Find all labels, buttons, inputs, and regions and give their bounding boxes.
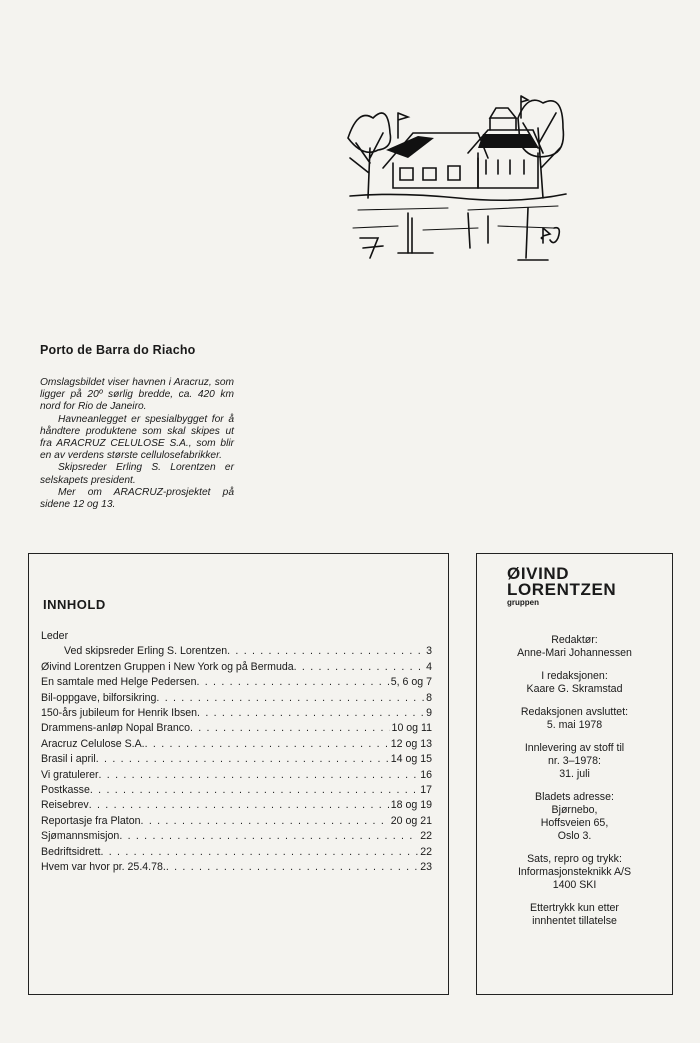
logo-line-3: gruppen (507, 598, 539, 607)
reprint-notice-block (477, 902, 672, 928)
toc-leader-dots (119, 829, 418, 844)
toc-entry-page: 8 (426, 691, 432, 704)
toc-entry (41, 768, 432, 783)
info-line: Bladets adresse: (535, 791, 614, 803)
toc-entry-page: 18 og 19 (390, 799, 432, 812)
info-line: Redaktør: (551, 634, 598, 646)
toc-entry-page: 16 (420, 768, 432, 781)
masthead-box (476, 553, 673, 995)
toc-entry-label: Leder (41, 630, 69, 642)
toc-entry (41, 860, 432, 875)
toc-leader-dots (141, 814, 389, 829)
toc-entry-label: Brasil i april (41, 753, 96, 766)
toc-entry-page: 17 (420, 784, 432, 797)
caption-body (40, 377, 234, 511)
toc-entry-label: Reisebrev (41, 799, 89, 812)
toc-entry-label: Postkasse (41, 784, 90, 797)
info-line: Anne-Mari Johannessen (517, 647, 632, 659)
toc-entry-page: 9 (426, 707, 432, 720)
logo-line-1: ØIVIND (507, 564, 570, 583)
toc-leader-dots (156, 691, 424, 706)
toc-leader-dots (196, 675, 388, 690)
toc-leader-dots (100, 845, 418, 860)
toc-entry-label: Reportasje fra Platon (41, 814, 141, 827)
info-line: Kaare G. Skramstad (526, 683, 623, 695)
port-sketch-illustration (338, 88, 573, 273)
info-line: 31. juli (559, 768, 590, 780)
logo-line-2: LORENTZEN (507, 580, 617, 599)
toc-heading: INNHOLD (43, 597, 106, 612)
toc-entry-page: 3 (426, 645, 432, 658)
info-line: I redaksjonen: (541, 670, 608, 682)
toc-entry-label: Ved skipsreder Erling S. Lorentzen (64, 645, 228, 658)
toc-entry (41, 660, 432, 675)
toc-entry-page: 14 og 15 (390, 753, 432, 766)
toc-entry (41, 752, 432, 767)
toc-leader-dots (89, 798, 389, 813)
toc-leader-dots (294, 660, 424, 675)
toc-entry (41, 737, 432, 752)
toc-entry-label: Hvem var hvor pr. 25.4.78. (41, 861, 166, 874)
caption-paragraph: Skipsreder Erling S. Lorentzen er selskapets president. (40, 462, 234, 486)
toc-entry-page: 5, 6 og 7 (390, 676, 432, 689)
toc-entry (41, 814, 432, 829)
submission-block (477, 742, 672, 781)
toc-leader-dots (190, 721, 390, 736)
toc-entry-label: Drammens-anløp Nopal Branco (41, 722, 190, 735)
editor-block (477, 634, 672, 660)
toc-entry-page: 23 (420, 861, 432, 874)
toc-entry (41, 798, 432, 813)
info-line: 5. mai 1978 (546, 719, 603, 731)
toc-entry (41, 845, 432, 860)
toc-entry-label: Bedriftsidrett (41, 845, 101, 858)
info-line: Redaksjonen avsluttet: (520, 706, 629, 718)
toc-entry-label: 150-års jubileum for Henrik Ibsen (41, 707, 198, 720)
toc-entry-page: 22 (420, 845, 432, 858)
info-line: Oslo 3. (557, 830, 592, 842)
toc-leader-dots (90, 783, 418, 798)
editorial-staff-block (477, 670, 672, 696)
toc-entry (41, 629, 432, 644)
info-line: Ettertrykk kun etter (530, 902, 619, 914)
toc-leader-dots (166, 860, 418, 875)
info-line: Hoffsveien 65, (540, 817, 609, 829)
caption-title: Porto de Barra do Riacho (40, 343, 196, 357)
info-line: Bjørnebo, (551, 804, 598, 816)
toc-entry-label: Bil-oppgave, bilforsikring (41, 691, 157, 704)
toc-leader-dots (197, 706, 424, 721)
info-line: Informasjonsteknikk A/S (517, 866, 632, 878)
toc-entry-page: 20 og 21 (390, 814, 432, 827)
masthead-info (477, 634, 672, 938)
toc-entry (41, 706, 432, 721)
toc-entry (41, 644, 432, 659)
toc-entry (41, 675, 432, 690)
toc-entry-page: 10 og 11 (391, 722, 432, 735)
toc-entry (41, 783, 432, 798)
toc-entry-page: 22 (420, 830, 432, 843)
toc-entry (41, 829, 432, 844)
toc-leader-dots (99, 768, 419, 783)
toc-entry-label: Sjømannsmisjon (41, 830, 120, 843)
toc-entry-page: 4 (426, 660, 432, 673)
toc-entry-label: Vi gratulerer (41, 768, 99, 781)
toc-entry-label: En samtale med Helge Pedersen (41, 676, 197, 689)
toc-entry-page: 12 og 13 (390, 737, 432, 750)
deadline-block (477, 706, 672, 732)
company-logo (507, 566, 616, 607)
info-line: Sats, repro og trykk: (527, 853, 622, 865)
info-line: nr. 3–1978: (547, 755, 601, 767)
caption-paragraph: Havneanlegget er spesialbygget for å håndtere produktene som skal skipes ut fra ARACRUZ CELULOSE S.A., som blir en av verdens største cellulosefabrikker. (40, 413, 234, 462)
info-line: Innlevering av stoff til (524, 742, 625, 754)
toc-leader-dots (96, 752, 389, 767)
toc-entry-label: Øivind Lorentzen Gruppen i New York og på Bermuda (41, 660, 294, 673)
info-line: 1400 SKI (552, 879, 597, 891)
info-line: innhentet tillatelse (532, 915, 617, 927)
toc-entry (41, 691, 432, 706)
toc-entry-label: Aracruz Celulose S.A. (41, 737, 145, 750)
table-of-contents-box (28, 553, 449, 995)
toc-entry (41, 721, 432, 736)
address-block (477, 791, 672, 843)
toc-leader-dots (145, 737, 389, 752)
toc-list (41, 629, 432, 876)
caption-paragraph: Mer om ARACRUZ-prosjektet på sidene 12 og 13. (40, 486, 234, 511)
printer-block (477, 853, 672, 892)
toc-leader-dots (227, 644, 424, 659)
caption-paragraph: Omslagsbildet viser havnen i Aracruz, som ligger på 20º sørlig bredde, ca. 420 km nord for Rio de Janeiro. (40, 377, 234, 413)
